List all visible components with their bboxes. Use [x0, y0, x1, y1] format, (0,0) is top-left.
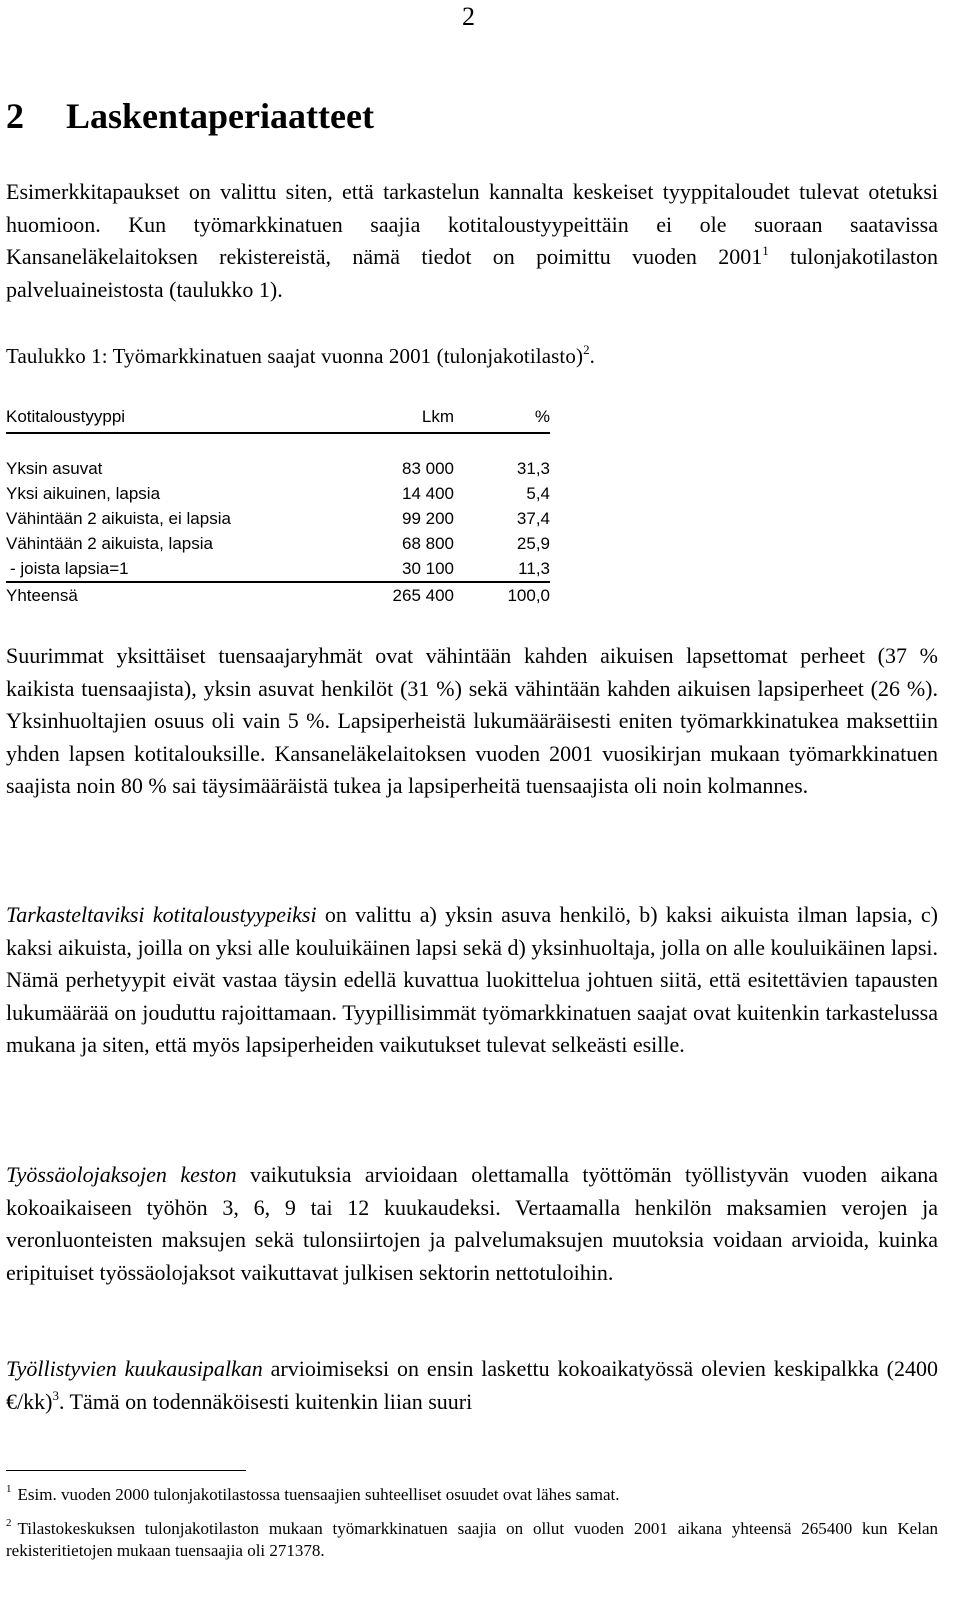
intro-text-1: Esimerkkitapaukset on valittu siten, että tarkastelun kannalta keskeiset tyyppitaloudet tulevat otetuksi huomioon. Kun työmarkkinatuen saajia kotitaloustyypeittäin ei ole suoraan saatavissa Kansaneläkelaitoksen rekistereistä, nämä tiedot on poimittu vuoden 2001 — [6, 179, 938, 270]
footnote-number: 2 — [6, 1517, 12, 1529]
household-table — [6, 404, 550, 608]
paragraph-household-types-text: on valittu a) yksin asuva henkilö, b) kaksi aikuista ilman lapsia, c) kaksi aikuista, joilla on yksi alle kouluikäinen lapsi sekä d) yksinhuoltaja, jolla on alle kouluikäinen lapsi. Nämä perhetyypit eivät vastaa täysin edellä kuvattua luokittelua johtuen siitä, että esitettävien tapausten lukumäärää on jouduttu rajoittamaan. Tyypillisimmät työmarkkinatuen saajat ovat kuitenkin tarkastelussa mukana ja siten, että myös lapsiperheiden vaikutukset tulevat selkeästi esille. — [6, 902, 938, 1058]
cell-percent: 11,3 — [454, 556, 550, 582]
table-row — [6, 506, 550, 531]
cell-type-text: - joista lapsia=1 — [10, 559, 129, 578]
cell-count: 14 400 — [402, 484, 454, 503]
paragraph-groups: Suurimmat yksittäiset tuensaajaryhmät ovat vähintään kahden aikuisen lapsettomat perheet (37 % kaikista tuensaajista), yksin asuvat henkilöt (31 %) sekä vähintään kahden aikuisen lapsiperheet (26 %). Yksinhuoltajien osuus oli vain 5 %. Lapsiperheistä lukumääräisesti eniten työmarkkinatukea maksettiin yhden lapsen kotitalouksille. Kansaneläkelaitoksen vuoden 2001 vuosikirjan mukaan työmarkkinatuen saajista noin 80 % sai täysimääräistä tukea ja lapsiperheitä tuensaajista oli noin kolmannes. — [6, 643, 938, 799]
paragraph-monthly-salary — [6, 1353, 938, 1418]
cell-percent: 5,4 — [526, 484, 550, 503]
table-total-row — [6, 582, 550, 608]
cell-count: 99 200 — [402, 509, 454, 528]
cell-count: 30 100 — [346, 556, 454, 582]
footnote-1 — [6, 1484, 938, 1506]
footnote-ref-1: 1 — [762, 243, 769, 259]
cell-count: 83 000 — [402, 459, 454, 478]
table-header-row — [6, 404, 550, 433]
total-percent: 100,0 — [507, 586, 550, 605]
cell-percent: 25,9 — [516, 534, 550, 553]
total-count: 265 400 — [392, 586, 454, 605]
header-household-type: Kotitaloustyyppi — [6, 407, 126, 426]
table-caption-text: Taulukko 1: Työmarkkinatuen saajat vuonna 2001 (tulonjakotilasto) — [6, 344, 584, 368]
header-count: Lkm — [421, 407, 454, 426]
table-caption — [6, 342, 595, 370]
footnote-ref-2: 2 — [583, 342, 590, 357]
section-title: Laskentaperiaatteet — [66, 96, 374, 136]
footnote-text: Tilastokeskuksen tulonjakotilaston mukaan työmarkkinatuen saajia on ollut vuoden 2001 aikana yhteensä 265400 kun Kelan rekisteritietojen mukaan tuensaajia oli 271378. — [6, 1519, 938, 1560]
section-heading — [6, 94, 374, 138]
paragraph-household-types — [6, 899, 938, 1062]
intro-text-2: tulonjakotilaston palveluaineistosta (taulukko 1). — [6, 244, 938, 302]
table-caption-end: . — [589, 344, 596, 368]
table-row — [6, 481, 550, 506]
cell-count: 68 800 — [402, 534, 454, 553]
cell-type: Vähintään 2 aikuista, ei lapsia — [6, 509, 231, 528]
cell-type: Yksi aikuinen, lapsia — [6, 484, 161, 503]
emphasis-work-periods: Työssäolojaksojen keston — [6, 1162, 237, 1187]
cell-type: Vähintään 2 aikuista, lapsia — [6, 534, 213, 553]
paragraph-monthly-salary-text-1: arvioimiseksi on ensin laskettu kokoaikatyössä olevien keskipalkka (2400 €/kk) — [6, 1356, 938, 1414]
emphasis-monthly-salary: Työllistyvien kuukausipalkan — [6, 1356, 263, 1381]
table-spacer — [6, 433, 550, 456]
cell-type — [6, 556, 346, 582]
paragraph-work-periods-text: vaikutuksia arvioidaan olettamalla työttömän työllistyvän vuoden aikana kokoaikaiseen työhön 3, 6, 9 tai 12 kuukaudeksi. Vertaamalla henkilön maksamien verojen ja veronluonteisten maksujen sekä tulonsiirtojen ja palvelumaksujen muutoksia voidaan arvioida, kuinka eripituiset työssäolojaksot vaikuttavat julkisen sektorin nettotuloihin. — [6, 1162, 938, 1285]
section-number: 2 — [6, 96, 24, 136]
total-label: Yhteensä — [6, 586, 78, 605]
footnote-number: 1 — [6, 1483, 12, 1495]
page-number: 2 — [462, 2, 475, 31]
table-row — [6, 556, 550, 582]
footnote-2 — [6, 1518, 938, 1562]
cell-percent: 31,3 — [516, 459, 550, 478]
footnote-separator — [6, 1470, 246, 1471]
cell-type: Yksin asuvat — [6, 459, 103, 478]
header-percent: % — [534, 407, 550, 426]
table-row — [6, 456, 550, 481]
paragraph-monthly-salary-text-2: . Tämä on todennäköisesti kuitenkin liian suuri — [58, 1388, 473, 1414]
cell-percent: 37,4 — [516, 509, 550, 528]
table-row — [6, 531, 550, 556]
emphasis-household-types: Tarkasteltaviksi kotitaloustyypeiksi — [6, 902, 317, 927]
paragraph-work-periods — [6, 1159, 938, 1289]
intro-paragraph — [6, 176, 938, 306]
footnote-text: Esim. vuoden 2000 tulonjakotilastossa tuensaajien suhteelliset osuudet ovat lähes samat. — [17, 1485, 620, 1504]
footnote-ref-3: 3 — [52, 1387, 59, 1403]
